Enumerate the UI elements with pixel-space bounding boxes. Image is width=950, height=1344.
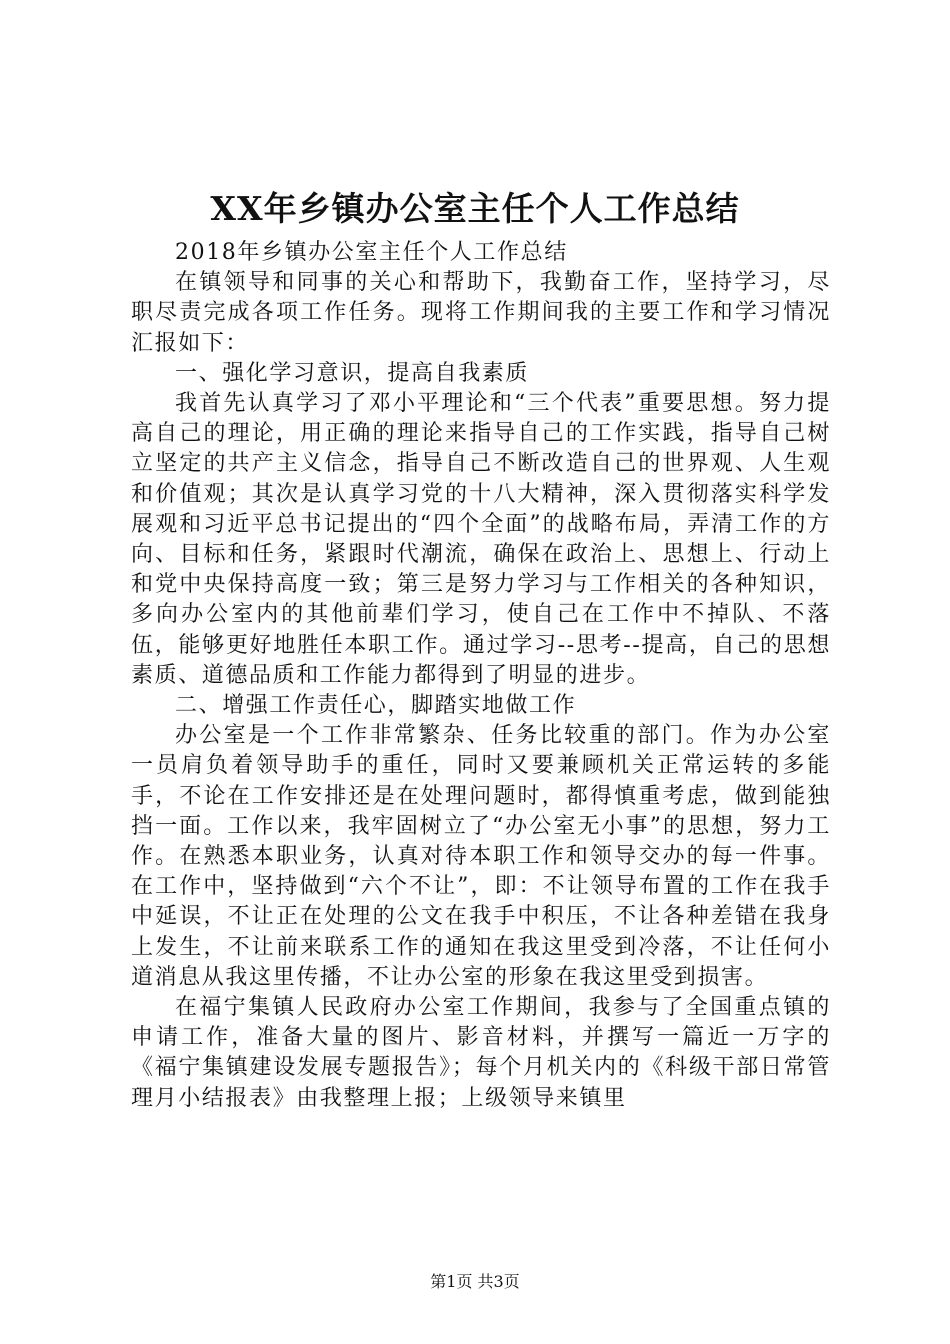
section-2-paragraph-1: 办公室是一个工作非常繁杂、任务比较重的部门。作为办公室一员肩负着领导助手的重任，同时又要兼顾机关正常运转的多能手，不论在工作安排还是在处理问题时，都得慎重考虑，做到能独挡一面。工作以来，我牢固树立了“办公室无小事”的思想，努力工作。在熟悉本职业务，认真对待本职工作和领导交办的每一件事。在工作中，坚持做到“六个不让”，即：不让领导布置的工作在我手中延误，不让正在处理的公文在我手中积压，不让各种差错在我身上发生，不让前来联系工作的通知在我这里受到冷落，不让任何小道消息从我这里传播，不让办公室的形象在我这里受到损害。 bbox=[131, 723, 831, 990]
section-heading-1: 一、强化学习意识，提高自我素质 bbox=[175, 360, 530, 386]
section-1-paragraph: 我首先认真学习了邓小平理论和“三个代表”重要思想。努力提高自己的理论，用正确的理论来指导自己的工作实践，指导自己树立坚定的共产主义信念，指导自己不断改造自己的世界观、人生观和价值观；其次是认真学习党的十八大精神，深入贯彻落实科学发展观和习近平总书记提出的“四个全面”的战略布局，弄清工作的方向、目标和任务，紧跟时代潮流，确保在政治上、思想上、行动上和党中央保持高度一致；第三是努力学习与工作相关的各种知识，多向办公室内的其他前辈们学习，使自己在工作中不掉队、不落伍，能够更好地胜任本职工作。通过学习--思考--提高，自己的思想素质、道德品质和工作能力都得到了明显的进步。 bbox=[131, 391, 831, 688]
document-body bbox=[131, 238, 831, 1114]
subtitle-paragraph: 2018年乡镇办公室主任个人工作总结 bbox=[175, 240, 568, 265]
document-title: XX年乡镇办公室主任个人工作总结 bbox=[210, 189, 740, 228]
section-heading-2: 二、增强工作责任心，脚踏实地做工作 bbox=[175, 693, 577, 719]
section-2-paragraph-2: 在福宁集镇人民政府办公室工作期间，我参与了全国重点镇的申请工作，准备大量的图片、影音材料，并撰写一篇近一万字的《福宁集镇建设发展专题报告》；每个月机关内的《科级干部日常管理月小结报表》由我整理上报；上级领导来镇里 bbox=[131, 995, 831, 1111]
intro-paragraph: 在镇领导和同事的关心和帮助下，我勤奋工作，坚持学习，尽职尽责完成各项工作任务。现将工作期间我的主要工作和学习情况汇报如下： bbox=[131, 270, 831, 356]
page-indicator: 第1页 共3页 bbox=[430, 1272, 520, 1291]
